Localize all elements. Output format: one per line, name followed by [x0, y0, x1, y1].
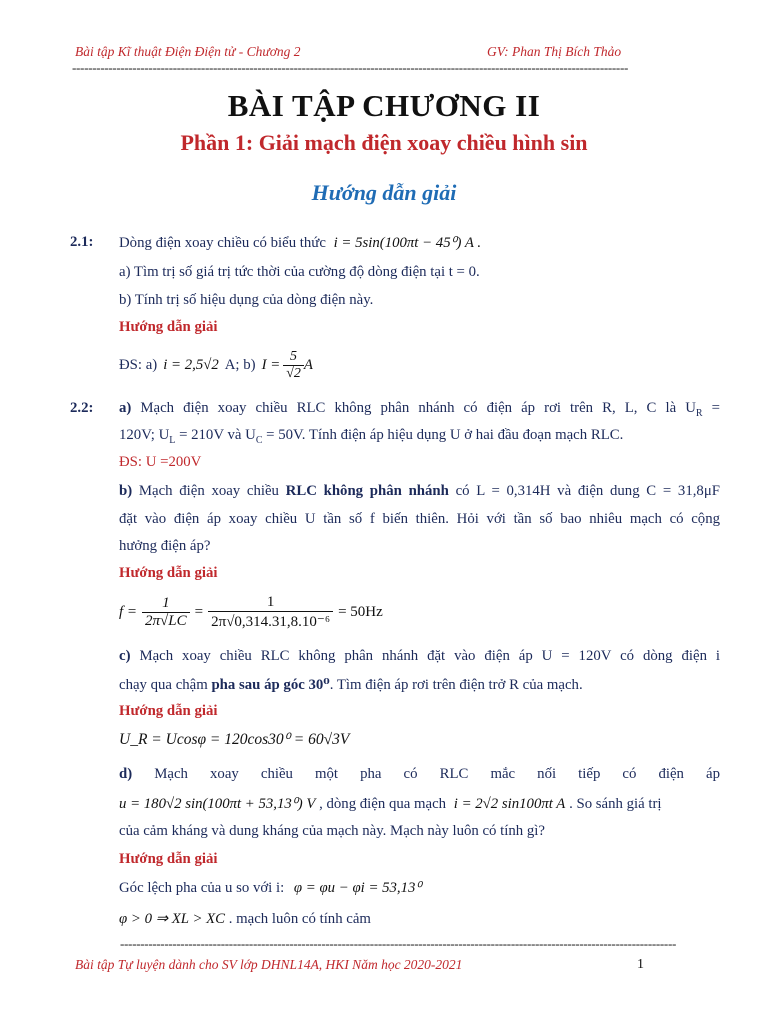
exercise-number-2-2: 2.2: — [70, 400, 94, 416]
exercise-2-2b-guide: Hướng dẫn giải — [119, 565, 218, 581]
exercise-2-2c-guide: Hướng dẫn giải — [119, 703, 218, 719]
exercise-2-2b-formula — [119, 588, 383, 636]
fraction-denominator: 2π√0,314.31,8.10⁻⁶ — [211, 613, 331, 630]
exercise-2-2d-guide: Hướng dẫn giải — [119, 851, 218, 867]
part-d-label: d) — [119, 766, 133, 782]
exercise-2-2d-conclusion — [119, 910, 371, 928]
exercise-number-2-1: 2.1: — [70, 234, 94, 250]
exercise-2-1-expression: i = 5sin(100πt − 45⁰) A . — [333, 235, 482, 251]
part-b-text-bold: RLC không phân nhánh — [285, 483, 449, 499]
part-a-label: a) — [119, 400, 132, 416]
exercise-2-2d-phase — [119, 879, 421, 897]
formula-equals: = — [194, 603, 204, 620]
answer-separator: A; b) — [224, 356, 256, 373]
exercise-2-2c-line1 — [119, 648, 720, 665]
guide-heading: Hướng dẫn giải — [311, 180, 457, 205]
part-a-eq: = — [702, 400, 720, 416]
part-a-ul-value: = 210V và U — [175, 427, 256, 443]
header-teacher: GV: Phan Thị Bích Thảo — [487, 44, 622, 59]
part-d-current-expression: i = 2√2 sin100πt A — [453, 796, 566, 812]
answer-a-expression: i = 2,5√2 — [163, 356, 219, 373]
exercise-2-1-question-a: a) Tìm trị số giá trị tức thời của cường độ dòng điện tại t = 0. — [119, 264, 480, 280]
answer-b-fraction — [283, 349, 304, 382]
part-d-voltage-expression: u = 180√2 sin(100πt + 53,13⁰) V — [119, 796, 316, 812]
fraction-denominator: 2π√LC — [145, 612, 187, 629]
conclusion-text: . mạch luôn có tính cảm — [228, 911, 371, 927]
exercise-2-1-intro — [119, 234, 481, 252]
header-course: Bài tập Kĩ thuật Điện Điện tử - Chương 2 — [75, 44, 301, 59]
exercise-2-2d-line1 — [119, 766, 720, 783]
formula-result: = 50Hz — [338, 603, 383, 620]
exercise-2-1-intro-text: Dòng điện xoay chiều có biểu thức — [119, 235, 326, 251]
answer-b-unit: A — [303, 356, 313, 373]
phase-text: Góc lệch pha của u so với i: — [119, 880, 285, 896]
fraction-numerator: 1 — [208, 594, 333, 612]
formula-f: f = — [119, 603, 138, 620]
subscript-c: C — [255, 434, 263, 446]
footer-course-note: Bài tập Tự luyện dành cho SV lớp DHNL14A, HKI Năm học 2020-2021 — [75, 957, 463, 972]
header-divider: ------------------------------------------------------------------------------------------------------------------------------------------ — [72, 60, 629, 75]
part-a-question: = 50V. Tính điện áp hiệu dụng U ở hai đầu đoạn mạch RLC. — [262, 427, 624, 443]
fraction-numerator: 1 — [142, 595, 190, 613]
exercise-2-2c-formula: U_R = Ucosφ = 120cos30⁰ = 60√3V — [119, 731, 350, 748]
page-number: 1 — [637, 957, 644, 972]
phase-expression: φ = φu − φi = 53,13⁰ — [293, 880, 422, 896]
subscript-r: R — [695, 407, 703, 419]
part-b-text-c: có L = 0,314H và điện dung C = 31,8μF — [455, 483, 720, 499]
exercise-2-2a-line2 — [119, 427, 623, 446]
part-c-text-c: . Tìm điện áp rơi trên điện trở R của mạch. — [329, 677, 583, 693]
page-title: BÀI TẬP CHƯƠNG II — [227, 88, 541, 123]
part-heading: Phần 1: Giải mạch điện xoay chiều hình sin — [180, 130, 588, 155]
exercise-2-2a-answer: ĐS: U =200V — [119, 454, 202, 470]
exercise-2-2b-line1 — [119, 483, 720, 500]
exercise-2-1-answer — [119, 345, 313, 385]
exercise-2-1-guide: Hướng dẫn giải — [119, 319, 218, 335]
part-a-text: Mạch điện xoay chiều RLC không phân nhánh có điện áp rơi trên R, L, C là U — [140, 400, 696, 416]
formula-fraction-2 — [208, 594, 333, 631]
footer-divider: ------------------------------------------------------------------------------------------------------------------------------------------ — [120, 936, 677, 951]
exercise-2-2b-line3: hưởng điện áp? — [119, 538, 211, 554]
conclusion-expression: φ > 0 ⇒ XL > XC — [119, 911, 226, 927]
exercise-2-2d-line3: của cảm kháng và dung kháng của mạch này. Mạch này luôn có tính gì? — [119, 823, 545, 839]
answer-b-lhs: I = — [261, 356, 281, 373]
part-d-mid-text: , dòng điện qua mạch — [319, 796, 447, 812]
answer-label: ĐS: a) — [119, 356, 158, 373]
fraction-numerator: 5 — [283, 349, 304, 366]
exercise-2-2b-line2: đặt vào điện áp xoay chiều U tần số f biến thiên. Hỏi với tần số bao nhiêu mạch có cộng — [119, 511, 720, 527]
part-b-label: b) — [119, 483, 133, 499]
formula-fraction-1 — [142, 595, 190, 630]
part-b-text-a: Mạch điện xoay chiều — [138, 483, 279, 499]
part-d-end-text: . So sánh giá trị — [569, 796, 662, 812]
part-a-ur-value: 120V; U — [119, 427, 170, 443]
part-c-label: c) — [119, 648, 131, 664]
exercise-2-2c-line2 — [119, 676, 583, 694]
part-c-text-a: chạy qua chậm — [119, 677, 208, 693]
exercise-2-1-question-b: b) Tính trị số hiệu dụng của dòng điện này. — [119, 292, 374, 308]
fraction-denominator: √2 — [286, 365, 301, 381]
exercise-2-2a-line1 — [119, 400, 720, 419]
exercise-2-2d-line2 — [119, 795, 662, 813]
subscript-l: L — [169, 434, 176, 446]
part-c-text-bold: pha sau áp góc 30⁰ — [211, 677, 330, 693]
part-c-text: Mạch xoay chiều RLC không phân nhánh đặt vào điện áp U = 120V có dòng điện i — [139, 648, 720, 664]
part-d-text: Mạch xoay chiều một pha có RLC mắc nối tiếp có điện áp — [154, 766, 720, 782]
